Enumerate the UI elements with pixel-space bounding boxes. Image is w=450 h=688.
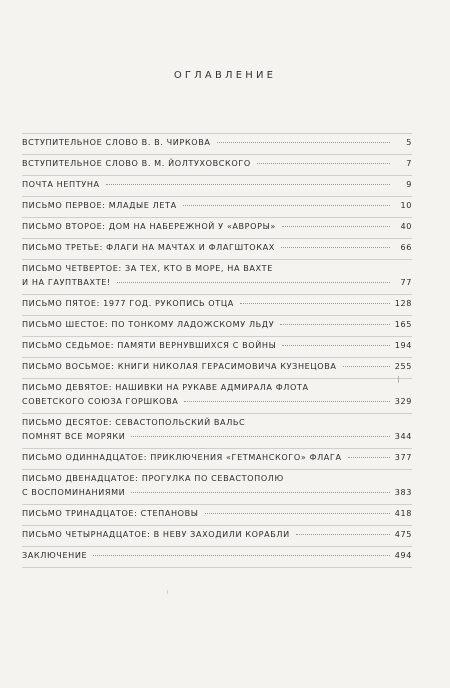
toc-entry-title: ЗАКЛЮЧЕНИЕ: [22, 550, 88, 560]
toc-page-number: 494: [394, 550, 412, 560]
toc-entry-line: [22, 417, 412, 431]
leader-dots: [281, 247, 390, 248]
toc-entry-line: [22, 242, 412, 256]
toc-entry[interactable]: [22, 263, 412, 291]
leader-dots: [282, 226, 390, 227]
toc-entry-title: С ВОСПОМИНАНИЯМИ: [22, 487, 126, 497]
toc-entry-line: [22, 200, 412, 214]
leader-dots: [184, 401, 390, 402]
toc-entry-line: [22, 179, 412, 193]
toc-entry[interactable]: [22, 340, 412, 354]
toc-entry-title: ПИСЬМО ВОСЬМОЕ: КНИГИ НИКОЛАЯ ГЕРАСИМОВИЧА КУЗНЕЦОВА: [22, 361, 337, 371]
leader-dots: [240, 303, 390, 304]
toc-entry-line: [22, 263, 412, 277]
toc-divider: [22, 259, 412, 260]
toc-entry-line: [22, 529, 412, 543]
leader-dots: [183, 205, 390, 206]
toc-entry[interactable]: [22, 179, 412, 193]
toc-entry-line: [22, 361, 412, 375]
toc-entry-line: [22, 340, 412, 354]
toc-entry-title: ПИСЬМО ДЕСЯТОЕ: СЕВАСТОПОЛЬСКИЙ ВАЛЬС: [22, 417, 246, 427]
toc-entry-title: ПИСЬМО ДВЕНАДЦАТОЕ: ПРОГУЛКА ПО СЕВАСТОПОЛЮ: [22, 473, 284, 483]
toc-divider: [22, 294, 412, 295]
toc-entry-title: ПИСЬМО ПЯТОЕ: 1977 ГОД. РУКОПИСЬ ОТЦА: [22, 298, 234, 308]
toc-page-number: 194: [394, 340, 412, 350]
toc-entry[interactable]: [22, 417, 412, 445]
toc-entry-title: И НА ГАУПТВАХТЕ!: [22, 277, 111, 287]
toc-entry[interactable]: [22, 452, 412, 466]
toc-entry-title: ПИСЬМО ТРИНАДЦАТОЕ: СТЕПАНОВЫ: [22, 508, 199, 518]
leader-dots: [205, 513, 390, 514]
paper-speck: [398, 376, 399, 383]
toc-entry-line: [22, 431, 412, 445]
leader-dots: [282, 345, 390, 346]
toc-entry-line: [22, 158, 412, 172]
toc-divider: [22, 378, 412, 379]
toc-entry-line: [22, 319, 412, 333]
leader-dots: [217, 142, 390, 143]
toc-divider: [22, 336, 412, 337]
toc-entry-line: [22, 487, 412, 501]
toc-entry-line: [22, 382, 412, 396]
toc-divider: [22, 133, 412, 134]
leader-dots: [131, 436, 390, 437]
toc-divider: [22, 525, 412, 526]
toc-page-number: 344: [394, 431, 412, 441]
toc-entry-title: ПИСЬМО ДЕВЯТОЕ: НАШИВКИ НА РУКАВЕ АДМИРАЛА ФЛОТА: [22, 382, 309, 392]
toc-entry[interactable]: [22, 382, 412, 410]
toc-entry[interactable]: [22, 137, 412, 151]
toc-divider: [22, 357, 412, 358]
toc-page-number: 7: [406, 158, 412, 168]
toc-entry[interactable]: [22, 221, 412, 235]
toc-page-number: 475: [394, 529, 412, 539]
toc-entry-title: ПИСЬМО ПЕРВОЕ: МЛАДЫЕ ЛЕТА: [22, 200, 177, 210]
toc-entry-line: [22, 298, 412, 312]
leader-dots: [93, 555, 390, 556]
toc-page-number: 377: [394, 452, 412, 462]
toc-entry-line: [22, 508, 412, 522]
leader-dots: [131, 492, 390, 493]
toc-entry-line: [22, 452, 412, 466]
toc-divider: [22, 175, 412, 176]
toc-entry[interactable]: [22, 319, 412, 333]
toc-divider: [22, 448, 412, 449]
toc-entry-line: [22, 277, 412, 291]
toc-page-number: 5: [406, 137, 412, 147]
toc-divider: [22, 504, 412, 505]
toc-divider: [22, 217, 412, 218]
toc-entry-title: ПИСЬМО ЧЕТВЕРТОЕ: ЗА ТЕХ, КТО В МОРЕ, НА ВАХТЕ: [22, 263, 273, 273]
toc-divider: [22, 567, 412, 568]
toc-entry-title: ПОЧТА НЕПТУНА: [22, 179, 100, 189]
toc-divider: [22, 546, 412, 547]
toc-entry[interactable]: [22, 508, 412, 522]
page-title: ОГЛАВЛЕНИЕ: [173, 70, 277, 81]
leader-dots: [296, 534, 390, 535]
leader-dots: [348, 457, 390, 458]
leader-dots: [117, 282, 390, 283]
toc-entry[interactable]: [22, 361, 412, 375]
toc-divider: [22, 154, 412, 155]
toc-page-number: 77: [400, 277, 412, 287]
toc-entry[interactable]: [22, 473, 412, 501]
toc-entry-title: ПИСЬМО ТРЕТЬЕ: ФЛАГИ НА МАЧТАХ И ФЛАГШТОКАХ: [22, 242, 275, 252]
toc-page-number: 255: [394, 361, 412, 371]
toc-page-number: 383: [394, 487, 412, 497]
leader-dots: [280, 324, 390, 325]
toc-divider: [22, 469, 412, 470]
toc-entry-title: СОВЕТСКОГО СОЮЗА ГОРШКОВА: [22, 396, 179, 406]
toc-entry-line: [22, 550, 412, 564]
toc-entry-title: ПИСЬМО СЕДЬМОЕ: ПАМЯТИ ВЕРНУВШИХСЯ С ВОЙНЫ: [22, 340, 277, 350]
toc-entry-title: ПИСЬМО ЧЕТЫРНАДЦАТОЕ: В НЕВУ ЗАХОДИЛИ КОРАБЛИ: [22, 529, 290, 539]
toc-divider: [22, 238, 412, 239]
toc-page-number: 418: [394, 508, 412, 518]
leader-dots: [343, 366, 391, 367]
toc-entry[interactable]: [22, 550, 412, 564]
toc-entry-line: [22, 221, 412, 235]
toc-page-number: 40: [400, 221, 412, 231]
toc-entry-title: ПИСЬМО ШЕСТОЕ: ПО ТОНКОМУ ЛАДОЖСКОМУ ЛЬДУ: [22, 319, 275, 329]
toc-divider: [22, 196, 412, 197]
toc-entry-line: [22, 137, 412, 151]
leader-dots: [106, 184, 390, 185]
leader-dots: [257, 163, 390, 164]
toc-divider: [22, 413, 412, 414]
toc-entry-line: [22, 473, 412, 487]
toc-entry[interactable]: [22, 298, 412, 312]
toc-entry[interactable]: [22, 242, 412, 256]
toc-divider: [22, 315, 412, 316]
toc-entry[interactable]: [22, 158, 412, 172]
toc-entry-title: ПОМНЯТ ВСЕ МОРЯКИ: [22, 431, 126, 441]
toc-entry-title: ВСТУПИТЕЛЬНОЕ СЛОВО В. М. ЙОЛТУХОВСКОГО: [22, 158, 251, 168]
toc-page-number: 10: [400, 200, 412, 210]
toc-page-number: 165: [394, 319, 412, 329]
toc-page-number: 329: [394, 396, 412, 406]
toc-page-number: 66: [400, 242, 412, 252]
toc-entry[interactable]: [22, 529, 412, 543]
toc-entry-title: ПИСЬМО ОДИННАДЦАТОЕ: ПРИКЛЮЧЕНИЯ «ГЕТМАНСКОГО» ФЛАГА: [22, 452, 342, 462]
toc-page-number: 128: [394, 298, 412, 308]
toc-entry-line: [22, 396, 412, 410]
toc-entry[interactable]: [22, 200, 412, 214]
toc-entry-title: ПИСЬМО ВТОРОЕ: ДОМ НА НАБЕРЕЖНОЙ У «АВРОРЫ»: [22, 221, 276, 231]
toc-page-number: 9: [406, 179, 412, 189]
toc-entry-title: ВСТУПИТЕЛЬНОЕ СЛОВО В. В. ЧИРКОВА: [22, 137, 211, 147]
paper-speck: [167, 590, 168, 594]
